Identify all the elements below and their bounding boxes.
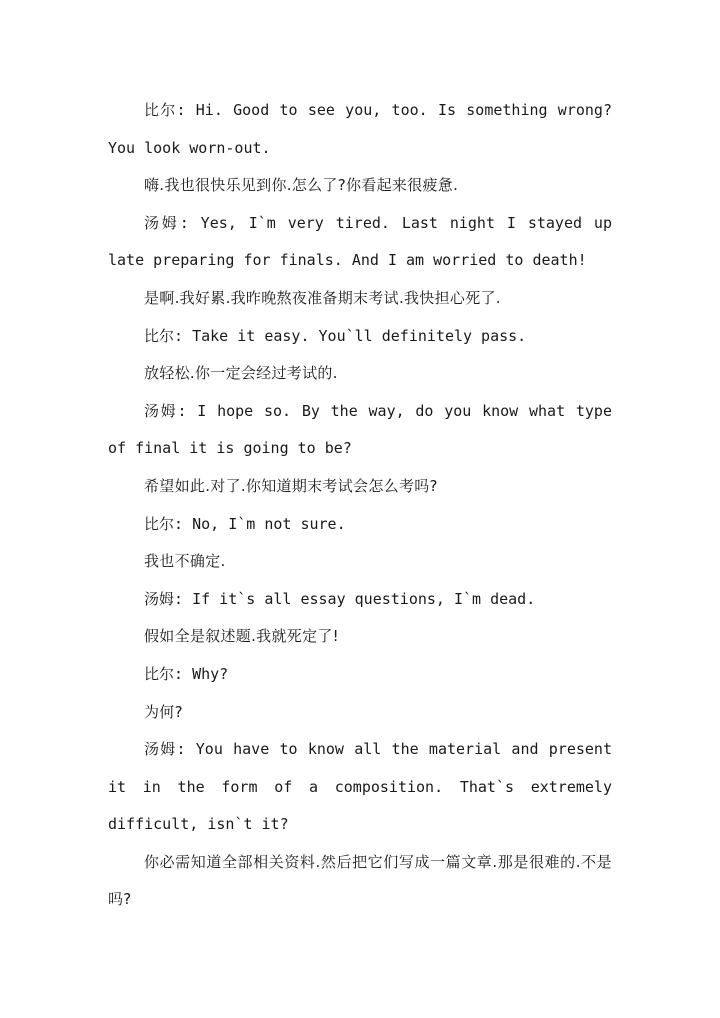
dialogue-text: : Take it easy. You`ll definitely pass. bbox=[174, 326, 527, 345]
dialogue-line-en bbox=[108, 205, 622, 280]
dialogue-line-en bbox=[108, 581, 612, 619]
dialogue-line-en bbox=[108, 506, 612, 544]
speaker-name: 比尔 bbox=[144, 514, 175, 533]
dialogue-line-en bbox=[108, 393, 622, 468]
dialogue-line-zh: 你必需知道全部相关资料.然后把它们写成一篇文章.那是很难的.不是吗? bbox=[108, 852, 612, 909]
speaker-name: 比尔 bbox=[144, 101, 177, 119]
speaker-name: 汤姆 bbox=[144, 589, 175, 608]
dialogue-text: : No, I`m not sure. bbox=[174, 514, 346, 533]
dialogue-line-zh: 假如全是叙述题.我就死定了! bbox=[144, 627, 339, 646]
speaker-name: 比尔 bbox=[144, 326, 175, 345]
dialogue-line-zh: 是啊.我好累.我昨晚熬夜准备期末考试.我快担心死了. bbox=[144, 288, 501, 307]
speaker-name: 比尔 bbox=[144, 664, 175, 683]
dialogue-text: : If it`s all essay questions, I`m dead. bbox=[174, 589, 536, 608]
dialogue-line-en bbox=[108, 92, 622, 167]
speaker-name: 汤姆 bbox=[144, 401, 178, 420]
dialogue-line-zh: 嗨.我也很快乐见到你.怎么了?你看起来很疲惫. bbox=[144, 176, 459, 195]
speaker-name: 汤姆 bbox=[144, 213, 180, 232]
dialogue-line-en bbox=[108, 318, 612, 356]
dialogue-text: : I hope so. By the way, do you know what type of final it is going to be? bbox=[108, 401, 622, 458]
dialogue-text: : Hi. Good to see you, too. Is something wrong? You look worn-out. bbox=[108, 101, 622, 157]
dialogue-line-en bbox=[108, 731, 622, 844]
dialogue-text: : Why? bbox=[174, 664, 229, 683]
dialogue-line-zh: 放轻松.你一定会经过考试的. bbox=[144, 364, 338, 383]
dialogue-text: : You have to know all the material and present it in the form of a composition. That`s extremely difficult, isn`t it? bbox=[108, 740, 622, 834]
dialogue-line-en bbox=[108, 656, 612, 694]
document-page bbox=[108, 92, 622, 919]
dialogue-text: : Yes, I`m very tired. Last night I stayed up late preparing for finals. And I am worried to death! bbox=[108, 213, 622, 270]
dialogue-line-zh: 希望如此.对了.你知道期末考试会怎么考吗? bbox=[144, 476, 438, 495]
dialogue-line-zh: 我也不确定. bbox=[144, 552, 226, 571]
dialogue-line-zh: 为何? bbox=[144, 702, 183, 721]
speaker-name: 汤姆 bbox=[144, 740, 177, 759]
